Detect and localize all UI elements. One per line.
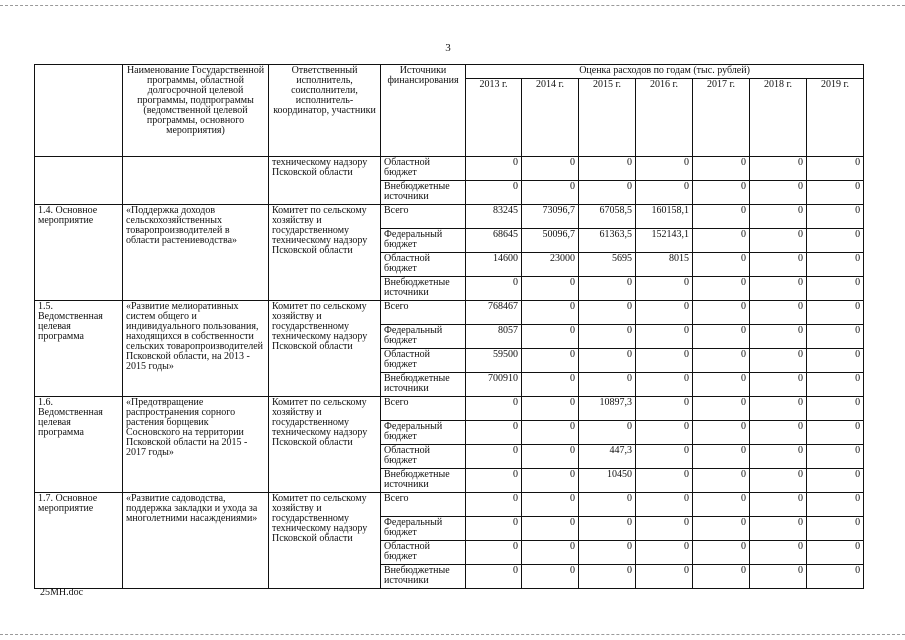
value-cell: 0 [693, 229, 750, 253]
value-cell: 0 [466, 493, 522, 517]
value-cell: 0 [522, 373, 579, 397]
value-cell: 0 [693, 517, 750, 541]
value-cell: 0 [807, 493, 864, 517]
value-cell: 0 [750, 253, 807, 277]
value-cell: 0 [636, 325, 693, 349]
value-cell: 0 [522, 301, 579, 325]
value-cell: 0 [466, 181, 522, 205]
value-cell: 0 [693, 325, 750, 349]
value-cell: 0 [579, 325, 636, 349]
value-cell: 0 [636, 397, 693, 421]
header-number-cell [35, 65, 123, 157]
value-cell: 0 [693, 421, 750, 445]
value-cell: 0 [807, 157, 864, 181]
value-cell: 59500 [466, 349, 522, 373]
value-cell: 700910 [466, 373, 522, 397]
value-cell: 0 [750, 181, 807, 205]
value-cell: 50096,7 [522, 229, 579, 253]
value-cell: 0 [636, 373, 693, 397]
value-cell: 0 [466, 541, 522, 565]
value-cell: 0 [693, 541, 750, 565]
value-cell: 0 [750, 421, 807, 445]
value-cell: 10450 [579, 469, 636, 493]
year-header: 2014 г. [522, 79, 579, 157]
responsible-cell: техническому надзору Псковской области [269, 157, 381, 205]
value-cell: 0 [466, 421, 522, 445]
value-cell: 0 [750, 325, 807, 349]
group-number: 1.6. Ведомственная целевая программа [35, 397, 123, 493]
funding-source: Внебюджетные источники [381, 565, 466, 589]
value-cell: 0 [636, 349, 693, 373]
value-cell: 0 [579, 541, 636, 565]
value-cell: 0 [807, 325, 864, 349]
value-cell: 0 [636, 157, 693, 181]
funding-source: Всего [381, 301, 466, 325]
funding-source: Федеральный бюджет [381, 517, 466, 541]
value-cell: 0 [750, 493, 807, 517]
value-cell: 0 [636, 181, 693, 205]
value-cell: 0 [807, 181, 864, 205]
year-header: 2015 г. [579, 79, 636, 157]
value-cell: 0 [636, 541, 693, 565]
value-cell: 68645 [466, 229, 522, 253]
value-cell: 0 [750, 373, 807, 397]
value-cell: 0 [807, 541, 864, 565]
value-cell: 0 [750, 541, 807, 565]
value-cell: 0 [693, 253, 750, 277]
table-row [35, 397, 864, 421]
funding-source: Внебюджетные источники [381, 373, 466, 397]
value-cell: 0 [807, 277, 864, 301]
value-cell: 0 [693, 469, 750, 493]
program-name: «Поддержка доходов сельскохозяйственных товаропроизводителей в области растениеводства» [123, 205, 269, 301]
value-cell: 0 [750, 301, 807, 325]
value-cell: 0 [807, 445, 864, 469]
budget-table-body [35, 157, 864, 589]
funding-source: Федеральный бюджет [381, 421, 466, 445]
value-cell: 0 [636, 493, 693, 517]
value-cell: 0 [807, 205, 864, 229]
value-cell: 0 [636, 277, 693, 301]
value-cell: 0 [807, 253, 864, 277]
value-cell: 0 [466, 277, 522, 301]
value-cell: 0 [750, 397, 807, 421]
table-row [35, 157, 864, 181]
funding-source: Областной бюджет [381, 541, 466, 565]
budget-table [34, 64, 864, 589]
group-number: 1.4. Основное мероприятие [35, 205, 123, 301]
value-cell: 0 [522, 397, 579, 421]
value-cell: 0 [579, 517, 636, 541]
value-cell: 0 [466, 445, 522, 469]
value-cell: 0 [693, 493, 750, 517]
value-cell: 0 [522, 325, 579, 349]
funding-source: Всего [381, 493, 466, 517]
value-cell: 0 [807, 469, 864, 493]
table-row [35, 301, 864, 325]
funding-source: Областной бюджет [381, 445, 466, 469]
value-cell: 23000 [522, 253, 579, 277]
value-cell: 160158,1 [636, 205, 693, 229]
funding-source: Всего [381, 397, 466, 421]
value-cell: 0 [750, 349, 807, 373]
value-cell: 0 [807, 301, 864, 325]
value-cell: 0 [579, 349, 636, 373]
value-cell: 67058,5 [579, 205, 636, 229]
group-number: 1.5. Ведомственная целевая программа [35, 301, 123, 397]
funding-source: Областной бюджет [381, 349, 466, 373]
file-name: 25MH.doc [40, 587, 84, 598]
value-cell: 0 [636, 445, 693, 469]
funding-source: Областной бюджет [381, 253, 466, 277]
value-cell: 0 [807, 229, 864, 253]
value-cell: 0 [693, 565, 750, 589]
header-sources: Источники финансирования [381, 65, 466, 157]
value-cell: 0 [466, 565, 522, 589]
value-cell: 0 [579, 277, 636, 301]
value-cell: 0 [579, 565, 636, 589]
value-cell: 0 [522, 349, 579, 373]
group-number: 1.7. Основное мероприятие [35, 493, 123, 589]
value-cell: 0 [522, 157, 579, 181]
funding-source: Всего [381, 205, 466, 229]
value-cell: 0 [750, 277, 807, 301]
header-name: Наименование Государственной программы, областной долгосрочной целевой программы, подпрограммы (ведомственной целевой программы, основного мероприятия) [123, 65, 269, 157]
value-cell: 0 [522, 493, 579, 517]
value-cell: 768467 [466, 301, 522, 325]
group-number-cell [35, 157, 123, 205]
value-cell: 152143,1 [636, 229, 693, 253]
funding-source: Областной бюджет [381, 157, 466, 181]
value-cell: 10897,3 [579, 397, 636, 421]
value-cell: 0 [466, 469, 522, 493]
program-name: «Предотвращение распространения сорного растения борщевик Сосновского на территории Псковской области на 2015 - 2017 годы» [123, 397, 269, 493]
funding-source: Федеральный бюджет [381, 229, 466, 253]
value-cell: 0 [750, 469, 807, 493]
value-cell: 0 [750, 205, 807, 229]
value-cell: 0 [522, 181, 579, 205]
value-cell: 0 [579, 301, 636, 325]
year-header: 2018 г. [750, 79, 807, 157]
value-cell: 0 [693, 373, 750, 397]
responsible-executor: Комитет по сельскому хозяйству и государственному техническому надзору Псковской области [269, 493, 381, 589]
value-cell: 73096,7 [522, 205, 579, 229]
year-header: 2016 г. [636, 79, 693, 157]
value-cell: 14600 [466, 253, 522, 277]
value-cell: 447,3 [579, 445, 636, 469]
value-cell: 0 [693, 397, 750, 421]
value-cell: 0 [522, 469, 579, 493]
value-cell: 0 [636, 517, 693, 541]
value-cell: 0 [807, 373, 864, 397]
value-cell: 0 [750, 229, 807, 253]
value-cell: 0 [807, 349, 864, 373]
program-name-cell [123, 157, 269, 205]
value-cell: 0 [466, 157, 522, 181]
value-cell: 8057 [466, 325, 522, 349]
value-cell: 0 [750, 157, 807, 181]
value-cell: 8015 [636, 253, 693, 277]
responsible-executor: Комитет по сельскому хозяйству и государственному техническому надзору Псковской области [269, 397, 381, 493]
value-cell: 0 [807, 397, 864, 421]
value-cell: 0 [579, 493, 636, 517]
scan-bottom-edge [0, 634, 905, 635]
funding-source: Внебюджетные источники [381, 181, 466, 205]
year-header: 2017 г. [693, 79, 750, 157]
value-cell: 0 [636, 565, 693, 589]
value-cell: 0 [579, 421, 636, 445]
table-row [35, 205, 864, 229]
year-header: 2013 г. [466, 79, 522, 157]
page-number: 3 [445, 42, 451, 54]
value-cell: 0 [750, 445, 807, 469]
value-cell: 0 [693, 301, 750, 325]
funding-source: Федеральный бюджет [381, 325, 466, 349]
header-estimate: Оценка расходов по годам (тыс. рублей) [466, 65, 864, 79]
responsible-executor: Комитет по сельскому хозяйству и государственному техническому надзору Псковской области [269, 205, 381, 301]
value-cell: 0 [522, 541, 579, 565]
program-name: «Развитие мелиоративных систем общего и индивидуального пользования, находящихся в собственности сельских товаропроизводителей Псковской области, на 2013 - 2015 годы» [123, 301, 269, 397]
value-cell: 0 [522, 421, 579, 445]
value-cell: 0 [636, 469, 693, 493]
value-cell: 0 [522, 445, 579, 469]
value-cell: 0 [579, 181, 636, 205]
value-cell: 0 [807, 421, 864, 445]
value-cell: 0 [693, 349, 750, 373]
program-name: «Развитие садоводства, поддержка закладки и ухода за многолетними насаждениями» [123, 493, 269, 589]
value-cell: 0 [807, 565, 864, 589]
header-responsible: Ответственный исполнитель, соисполнители, исполнитель-координатор, участники [269, 65, 381, 157]
value-cell: 0 [636, 421, 693, 445]
value-cell: 0 [522, 277, 579, 301]
funding-source: Внебюджетные источники [381, 469, 466, 493]
value-cell: 0 [750, 565, 807, 589]
value-cell: 0 [693, 445, 750, 469]
value-cell: 0 [693, 277, 750, 301]
value-cell: 0 [579, 373, 636, 397]
scan-top-edge [0, 5, 905, 6]
table-row [35, 493, 864, 517]
funding-source: Внебюджетные источники [381, 277, 466, 301]
value-cell: 0 [636, 301, 693, 325]
value-cell: 0 [693, 157, 750, 181]
value-cell: 83245 [466, 205, 522, 229]
year-header: 2019 г. [807, 79, 864, 157]
value-cell: 0 [579, 157, 636, 181]
value-cell: 0 [750, 517, 807, 541]
value-cell: 61363,5 [579, 229, 636, 253]
value-cell: 0 [522, 565, 579, 589]
value-cell: 0 [693, 205, 750, 229]
value-cell: 0 [807, 517, 864, 541]
value-cell: 0 [693, 181, 750, 205]
responsible-executor: Комитет по сельскому хозяйству и государственному техническому надзору Псковской области [269, 301, 381, 397]
value-cell: 5695 [579, 253, 636, 277]
value-cell: 0 [466, 517, 522, 541]
value-cell: 0 [466, 397, 522, 421]
value-cell: 0 [522, 517, 579, 541]
